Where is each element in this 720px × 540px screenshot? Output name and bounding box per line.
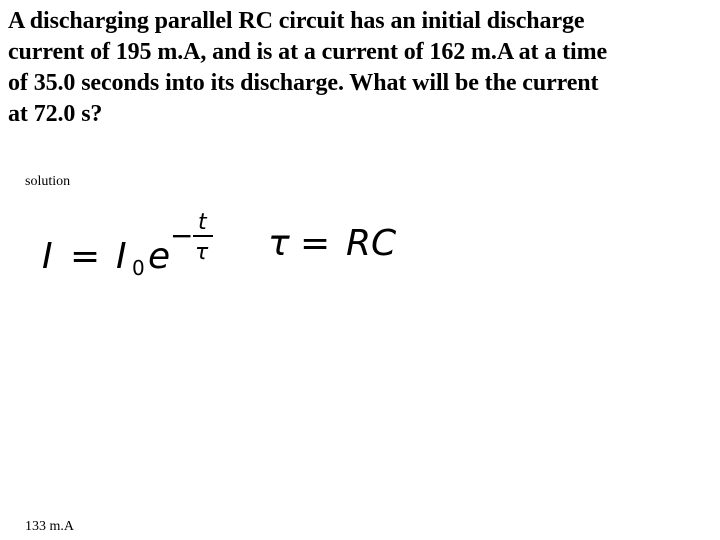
- eq1-base-subscript: 0: [132, 256, 145, 280]
- eq2-lhs: τ: [268, 223, 290, 264]
- eq1-lhs: I: [42, 236, 53, 277]
- question-line-1: A discharging parallel RC circuit has an initial discharge: [8, 8, 585, 34]
- question-text: [8, 6, 714, 130]
- eq1-base: I: [116, 236, 127, 277]
- eq1-exp-denominator: τ: [195, 240, 209, 265]
- eq1-exp-numerator: t: [198, 210, 207, 235]
- eq1-exp-base: e: [148, 236, 171, 277]
- answer-text: 133 m.A: [25, 519, 74, 534]
- solution-label: solution: [25, 174, 71, 189]
- eq1-exp-sign: −: [170, 219, 194, 252]
- eq2-equals: =: [300, 223, 331, 264]
- question-line-2: current of 195 m.A, and is at a current of 162 m.A at a time: [8, 39, 608, 65]
- eq2-rhs: RC: [346, 223, 397, 264]
- eq1-equals: =: [70, 236, 101, 277]
- question-line-3: of 35.0 seconds into its discharge. What will be the current: [8, 70, 599, 96]
- equations-image: [38, 205, 418, 285]
- question-line-4: at 72.0 s?: [8, 101, 103, 127]
